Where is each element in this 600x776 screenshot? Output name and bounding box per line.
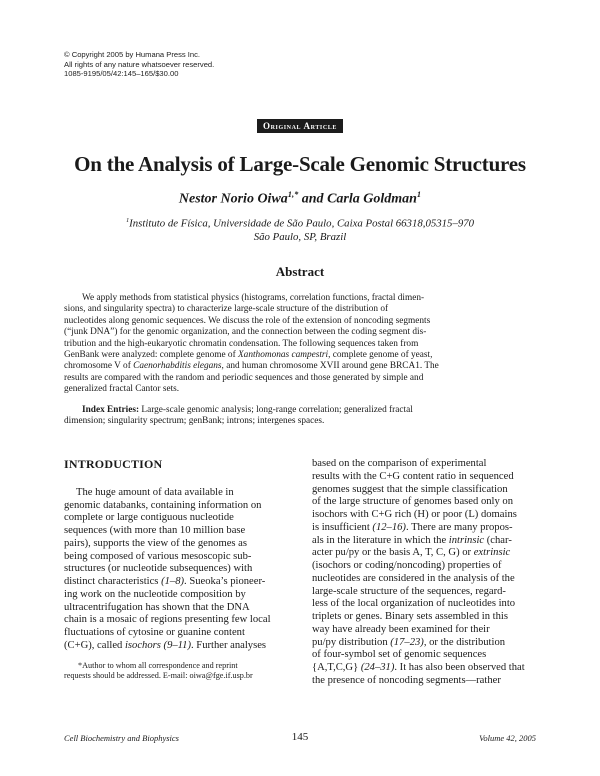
- body-line: [312, 535, 537, 548]
- body-line: [312, 522, 537, 535]
- body-line: fluctuations of cytosine or guanine content: [64, 627, 245, 638]
- citation: (24–31): [360, 662, 395, 673]
- body-line: genomic databanks, containing information on: [64, 499, 262, 511]
- body-line: pairs), supports the view of the genomes as: [64, 537, 247, 549]
- abstract-text: GenBank were analyzed: complete genome of: [64, 350, 238, 361]
- authors-line: [0, 190, 600, 208]
- body-text: . There are many propos-: [405, 521, 513, 533]
- body-line: [312, 547, 537, 560]
- author-2-marker: 1: [416, 190, 422, 199]
- emphasis: intrinsic: [448, 534, 485, 546]
- body-text: acter pu/py or the basis A, T, C, G) or: [312, 547, 474, 559]
- citation: (1–8): [161, 576, 185, 587]
- page-number: 145: [291, 731, 309, 743]
- article-type-wrap: [0, 116, 600, 134]
- author-2: Carla Goldman: [327, 191, 417, 207]
- abstract-line: sions, and singularity spectra) to characterize large-scale structure of the distribution of: [64, 304, 389, 315]
- body-text: . Further analyses: [191, 639, 267, 651]
- body-line: genomes suggest that the simple classification: [312, 483, 508, 495]
- authors-conjunction: and: [298, 191, 328, 207]
- index-entries-label: Index Entries:: [82, 405, 140, 415]
- body-line: [312, 637, 537, 650]
- body-line: [312, 662, 537, 675]
- index-entries-text: Large-scale genomic analysis; long-range correlation; generalized fractal: [139, 405, 413, 415]
- body-line: [64, 576, 292, 589]
- page-footer: [64, 731, 536, 745]
- footnote-line: requests should be addressed. E-mail: oiwa@fge.if.usp.br: [64, 671, 253, 681]
- body-line: less of the local organization of nucleotides into: [312, 598, 516, 610]
- body-text: (C+G), called: [64, 639, 125, 651]
- affiliation-line-1: Instituto de Física, Universidade de São Paulo, Caixa Postal 66318,05315–970: [129, 217, 475, 230]
- citation: (17–23): [390, 636, 424, 648]
- species-name: Xanthomonas campestri: [238, 350, 329, 361]
- body-line: complete or large contiguous nucleotide: [64, 512, 234, 524]
- body-text: als in the literature in which the: [312, 534, 449, 546]
- body-line: being composed of various mesoscopic sub-: [64, 550, 252, 562]
- footnote-line: *Author to whom all correspondence and reprint: [78, 661, 238, 670]
- author-1: Nestor Norio Oiwa: [178, 191, 288, 207]
- body-line: [64, 640, 292, 653]
- body-line: ing work on the nucleotide composition by: [64, 588, 246, 600]
- abstract-line: We apply methods from statistical physics (histograms, correlation functions, fractal dimen-: [82, 293, 425, 303]
- body-line: of the large structure of genomes based only on: [312, 496, 514, 508]
- citation: isochors (9–11): [124, 639, 191, 651]
- footnote: [64, 661, 300, 682]
- abstract-body: [64, 293, 535, 396]
- affiliation: [0, 214, 600, 245]
- abstract-line: [64, 361, 535, 372]
- body-text: distinct characteristics: [64, 576, 162, 587]
- right-column: [312, 458, 537, 688]
- body-line: results with the C+G content ratio in sequenced: [312, 470, 514, 482]
- abstract-text: chromosome V of: [64, 361, 134, 372]
- body-line: chain is a mosaic of regions presenting few local: [64, 614, 271, 626]
- body-text: , or the distribution: [423, 636, 506, 648]
- abstract-line: nucleotides along genomic sequences. We discuss the role of the extension of noncoding segments: [64, 315, 431, 326]
- emphasis: extrinsic: [473, 547, 511, 559]
- body-line: of four-symbol set of genomic sequences: [312, 649, 487, 661]
- body-text: is insufficient: [312, 521, 373, 533]
- body-line: based on the comparison of experimental: [312, 458, 487, 469]
- abstract-line: generalized fractal Cantor sets.: [64, 384, 180, 395]
- abstract-line: results are compared with the random and periodic sequences and those generated by simple and: [64, 372, 424, 383]
- body-line: nucleotides are considered in the analysis of the: [312, 572, 515, 584]
- abstract-heading: Abstract: [275, 264, 325, 279]
- abstract-text: , complete genome of yeast,: [328, 350, 433, 361]
- body-line: triplets or genes. Binary sets assembled in this: [312, 611, 508, 622]
- rights-line: All rights of any nature whatsoever reserved.: [64, 59, 215, 69]
- body-text: . It has also been observed that: [394, 662, 525, 673]
- body-text: {A,T,C,G}: [312, 662, 361, 673]
- copyright-line: © Copyright 2005 by Humana Press Inc.: [64, 50, 201, 59]
- article-type-badge: Original Article: [257, 119, 343, 133]
- affiliation-line-2: São Paulo, SP, Brazil: [253, 231, 347, 244]
- introduction-heading: INTRODUCTION: [64, 457, 163, 471]
- body-line: the presence of noncoding segments—rather: [312, 674, 501, 686]
- body-text: (char-: [484, 534, 512, 546]
- article-title: On the Analysis of Large-Scale Genomic Structures: [74, 152, 526, 176]
- abstract-line: [64, 350, 535, 361]
- species-name: Caenorhabditis elegans: [133, 361, 222, 372]
- body-line: isochors with C+G rich (H) or poor (L) domains: [312, 509, 517, 520]
- left-column: [64, 458, 292, 653]
- issn-line: 1085-9195/05/42:145–165/$30.00: [64, 69, 179, 79]
- abstract-line: tribution and the high-eukaryotic chromatin condensation. The following sequences taken from: [64, 338, 419, 349]
- abstract-line: (“junk DNA”) for the genomic organization, and the connection between the coding segment dis-: [64, 327, 427, 338]
- body-text: . Sueoka’s pioneer-: [184, 576, 266, 587]
- copyright-block: [64, 50, 214, 79]
- body-text: pu/py distribution: [312, 636, 391, 648]
- body-line: way have already been examined for their: [312, 623, 490, 635]
- body-line: sequences (with more than 10 million base: [64, 525, 246, 536]
- body-line: structures (or nucleotide subsequences) with: [64, 563, 253, 575]
- body-line: large-scale structure of the sequences, regard-: [312, 585, 506, 597]
- citation: (12–16): [372, 521, 406, 533]
- body-line: The huge amount of data available in: [76, 486, 234, 498]
- affiliation-marker: 1: [125, 217, 130, 224]
- body-line: ultracentrifugation has shown that the DNA: [64, 601, 250, 613]
- volume-info: Volume 42, 2005: [479, 733, 536, 743]
- journal-name: Cell Biochemistry and Biophysics: [64, 733, 179, 743]
- author-1-marker: 1,*: [287, 190, 299, 199]
- abstract-text: , and human chromosome XVII around gene BRCA1. The: [221, 361, 439, 372]
- index-entries-text: dimension; singularity spectrum; genBank; introns; intergenes spaces.: [64, 416, 325, 427]
- body-line: (isochors or coding/noncoding) properties of: [312, 560, 502, 571]
- index-entries: [64, 405, 535, 428]
